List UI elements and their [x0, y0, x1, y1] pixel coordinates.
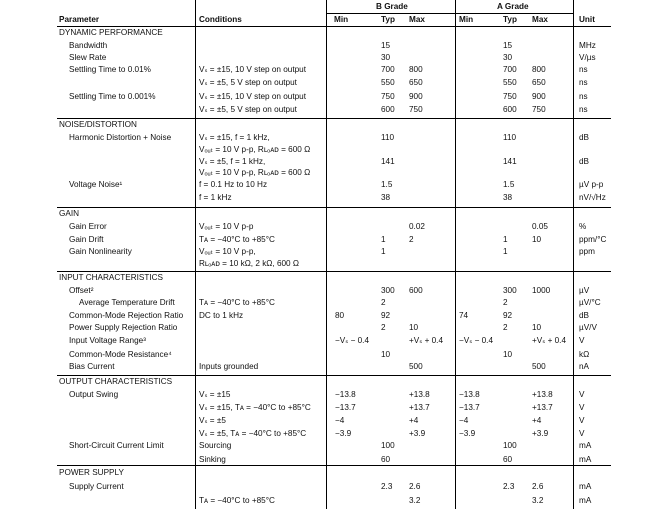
a-min-cell: −3.9 [459, 429, 476, 438]
section-heading: NOISE/DISTORTION [59, 120, 137, 129]
b-typ-cell: 92 [381, 311, 391, 320]
b-typ-column-header: Typ [381, 15, 395, 24]
b-max-cell: 3.2 [409, 496, 421, 505]
unit-cell: ns [579, 65, 588, 74]
unit-cell: ppm [579, 247, 595, 256]
header-rule [57, 26, 611, 27]
parameter-cell: Common-Mode Resistance⁴ [69, 350, 172, 359]
a-max-cell: 3.2 [532, 496, 544, 505]
parameter-cell: Voltage Noise¹ [69, 180, 123, 189]
section-rule [57, 118, 611, 119]
parameter-cell: Gain Error [69, 222, 107, 231]
conditions-cell: Vₛ = ±5, Tᴀ = −40°C to +85°C [199, 429, 307, 438]
parameter-cell: Power Supply Rejection Ratio [69, 323, 178, 332]
parameter-cell: Gain Nonlinearity [69, 247, 132, 256]
conditions-cell: Sinking [199, 455, 226, 464]
a-typ-cell: 2 [503, 323, 508, 332]
a-typ-cell: 300 [503, 286, 517, 295]
parameter-cell: Offset² [69, 286, 94, 295]
b-min-cell: −3.9 [335, 429, 352, 438]
parameter-column-header: Parameter [59, 15, 100, 24]
b-max-cell: +3.9 [409, 429, 426, 438]
unit-cell: µV/V [579, 323, 597, 332]
a-max-cell: 900 [532, 92, 546, 101]
b-max-column-header: Max [409, 15, 425, 24]
b-max-cell: +4 [409, 416, 419, 425]
b-max-cell: 10 [409, 323, 419, 332]
a-max-cell: 10 [532, 323, 542, 332]
unit-cell: V [579, 429, 585, 438]
unit-cell: dB [579, 133, 590, 142]
b-typ-cell: 110 [381, 133, 395, 142]
a-min-cell: −13.8 [459, 390, 480, 399]
b-min-cell: −Vₛ − 0.4 [335, 336, 370, 345]
unit-cell: µV/°C [579, 298, 601, 307]
conditions-cell: Tᴀ = −40°C to +85°C [199, 496, 275, 505]
b-typ-cell: 1.5 [381, 180, 393, 189]
section-rule [57, 207, 611, 208]
a-typ-cell: 2.3 [503, 482, 515, 491]
specifications-table [57, 0, 611, 509]
section-rule [57, 375, 611, 376]
b-min-cell: −13.7 [335, 403, 356, 412]
a-max-cell: +3.9 [532, 429, 549, 438]
b-typ-cell: 750 [381, 92, 395, 101]
b-max-cell: +13.7 [409, 403, 430, 412]
a-typ-cell: 15 [503, 41, 513, 50]
a-typ-cell: 110 [503, 133, 517, 142]
b-typ-cell: 10 [381, 350, 391, 359]
conditions-cell: Vₒᵤₜ = 10 V p-p, Rʟₒᴀᴅ = 600 Ω [199, 168, 311, 177]
a-typ-column-header: Typ [503, 15, 517, 24]
parameter-cell: Short-Circuit Current Limit [69, 441, 164, 450]
unit-cell: ns [579, 78, 588, 87]
b-min-column-header: Min [334, 15, 349, 24]
parameter-cell: Gain Drift [69, 235, 104, 244]
unit-cell: % [579, 222, 587, 231]
unit-cell: mA [579, 441, 592, 450]
parameter-cell: Bandwidth [69, 41, 108, 50]
parameter-cell: Bias Current [69, 362, 115, 371]
column-divider [326, 0, 327, 509]
a-typ-cell: 750 [503, 92, 517, 101]
b-min-cell: −13.8 [335, 390, 356, 399]
parameter-cell: Slew Rate [69, 53, 107, 62]
unit-cell: ns [579, 92, 588, 101]
a-typ-cell: 1 [503, 247, 508, 256]
b-min-cell: −4 [335, 416, 345, 425]
b-typ-cell: 1 [381, 235, 386, 244]
a-max-cell: 800 [532, 65, 546, 74]
unit-column-header: Unit [579, 15, 595, 24]
conditions-cell: DC to 1 kHz [199, 311, 244, 320]
conditions-cell: Tᴀ = −40°C to +85°C [199, 298, 275, 307]
b-typ-cell: 141 [381, 157, 395, 166]
conditions-cell: Inputs grounded [199, 362, 259, 371]
a-max-cell: 750 [532, 105, 546, 114]
b-max-cell: 0.02 [409, 222, 425, 231]
b-typ-cell: 2 [381, 323, 386, 332]
a-typ-cell: 10 [503, 350, 513, 359]
a-typ-cell: 1 [503, 235, 508, 244]
unit-cell: MHz [579, 41, 596, 50]
b-max-cell: 900 [409, 92, 423, 101]
grade-a-underline [455, 13, 573, 14]
b-typ-cell: 60 [381, 455, 391, 464]
section-heading: DYNAMIC PERFORMANCE [59, 28, 163, 37]
a-max-cell: 2.6 [532, 482, 544, 491]
conditions-cell: Vₛ = ±5, 5 V step on output [199, 105, 297, 114]
a-max-cell: 0.05 [532, 222, 548, 231]
parameter-cell: Supply Current [69, 482, 124, 491]
conditions-cell: Vₛ = ±15, f = 1 kHz, [199, 133, 270, 142]
b-max-cell: +13.8 [409, 390, 430, 399]
unit-cell: mA [579, 455, 592, 464]
a-typ-cell: 2 [503, 298, 508, 307]
conditions-cell: Rʟₒᴀᴅ = 10 kΩ, 2 kΩ, 600 Ω [199, 259, 300, 268]
section-heading: OUTPUT CHARACTERISTICS [59, 377, 173, 386]
column-divider [455, 0, 456, 509]
parameter-cell: Settling Time to 0.001% [69, 92, 156, 101]
unit-cell: ppm/°C [579, 235, 607, 244]
b-max-cell: 750 [409, 105, 423, 114]
a-typ-cell: 550 [503, 78, 517, 87]
b-typ-cell: 2.3 [381, 482, 393, 491]
unit-cell: mA [579, 482, 592, 491]
grade-b-underline [326, 13, 455, 14]
a-min-cell: 74 [459, 311, 469, 320]
b-typ-cell: 600 [381, 105, 395, 114]
b-max-cell: +Vₛ + 0.4 [409, 336, 444, 345]
b-max-cell: 600 [409, 286, 423, 295]
column-divider [195, 0, 196, 509]
conditions-cell: Vₛ = ±15, 10 V step on output [199, 92, 307, 101]
unit-cell: V [579, 336, 585, 345]
section-heading: INPUT CHARACTERISTICS [59, 273, 164, 282]
a-typ-cell: 100 [503, 441, 517, 450]
unit-cell: V [579, 403, 585, 412]
a-typ-cell: 60 [503, 455, 513, 464]
a-typ-cell: 700 [503, 65, 517, 74]
a-max-cell: +Vₛ + 0.4 [532, 336, 567, 345]
unit-cell: µV p-p [579, 180, 604, 189]
unit-cell: mA [579, 496, 592, 505]
parameter-cell: Common-Mode Rejection Ratio [69, 311, 184, 320]
conditions-cell: Vₒᵤₜ = 10 V p-p, [199, 247, 256, 256]
unit-cell: ns [579, 105, 588, 114]
b-max-cell: 2.6 [409, 482, 421, 491]
a-max-cell: 10 [532, 235, 542, 244]
section-heading: GAIN [59, 209, 80, 218]
b-min-cell: 80 [335, 311, 345, 320]
parameter-cell: Input Voltage Range³ [69, 336, 146, 345]
parameter-cell: Settling Time to 0.01% [69, 65, 151, 74]
unit-cell: µV [579, 286, 590, 295]
b-max-cell: 650 [409, 78, 423, 87]
a-max-cell: 500 [532, 362, 546, 371]
b-typ-cell: 300 [381, 286, 395, 295]
a-max-cell: +4 [532, 416, 542, 425]
a-max-cell: 650 [532, 78, 546, 87]
unit-cell: dB [579, 157, 590, 166]
a-typ-cell: 30 [503, 53, 513, 62]
conditions-cell: Tᴀ = −40°C to +85°C [199, 235, 275, 244]
parameter-cell: Harmonic Distortion + Noise [69, 133, 172, 142]
a-typ-cell: 92 [503, 311, 513, 320]
section-rule [57, 465, 611, 466]
section-rule [57, 271, 611, 272]
section-heading: POWER SUPPLY [59, 468, 124, 477]
b-typ-cell: 2 [381, 298, 386, 307]
a-typ-cell: 1.5 [503, 180, 515, 189]
unit-cell: V [579, 416, 585, 425]
conditions-cell: Vₛ = ±15 [199, 390, 231, 399]
b-typ-cell: 100 [381, 441, 395, 450]
conditions-cell: Vₒᵤₜ = 10 V p-p, Rʟₒᴀᴅ = 600 Ω [199, 145, 311, 154]
a-max-cell: +13.8 [532, 390, 553, 399]
a-typ-cell: 141 [503, 157, 517, 166]
b-typ-cell: 15 [381, 41, 391, 50]
a-typ-cell: 600 [503, 105, 517, 114]
column-divider [573, 0, 574, 509]
conditions-cell: f = 1 kHz [199, 193, 232, 202]
grade-a-header: A Grade [497, 2, 529, 11]
unit-cell: nA [579, 362, 590, 371]
unit-cell: dB [579, 311, 590, 320]
conditions-cell: Vₛ = ±15, 10 V step on output [199, 65, 307, 74]
b-max-cell: 800 [409, 65, 423, 74]
parameter-cell: Average Temperature Drift [79, 298, 175, 307]
conditions-cell: Sourcing [199, 441, 232, 450]
a-min-cell: −Vₛ − 0.4 [459, 336, 494, 345]
conditions-cell: f = 0.1 Hz to 10 Hz [199, 180, 268, 189]
a-min-column-header: Min [459, 15, 474, 24]
conditions-cell: Vₒᵤₜ = 10 V p-p [199, 222, 254, 231]
parameter-cell: Output Swing [69, 390, 119, 399]
a-min-cell: −4 [459, 416, 469, 425]
unit-cell: V/µs [579, 53, 596, 62]
a-typ-cell: 38 [503, 193, 513, 202]
unit-cell: nV/√Hz [579, 193, 606, 202]
conditions-cell: Vₛ = ±15, Tᴀ = −40°C to +85°C [199, 403, 311, 412]
unit-cell: V [579, 390, 585, 399]
b-typ-cell: 1 [381, 247, 386, 256]
a-max-cell: +13.7 [532, 403, 553, 412]
conditions-cell: Vₛ = ±5, f = 1 kHz, [199, 157, 266, 166]
b-typ-cell: 30 [381, 53, 391, 62]
a-max-column-header: Max [532, 15, 548, 24]
b-typ-cell: 550 [381, 78, 395, 87]
grade-b-header: B Grade [376, 2, 408, 11]
b-typ-cell: 700 [381, 65, 395, 74]
b-typ-cell: 38 [381, 193, 391, 202]
conditions-column-header: Conditions [199, 15, 242, 24]
b-max-cell: 500 [409, 362, 423, 371]
b-max-cell: 2 [409, 235, 414, 244]
conditions-cell: Vₛ = ±5, 5 V step on output [199, 78, 297, 87]
unit-cell: kΩ [579, 350, 590, 359]
conditions-cell: Vₛ = ±5 [199, 416, 226, 425]
a-max-cell: 1000 [532, 286, 551, 295]
a-min-cell: −13.7 [459, 403, 480, 412]
